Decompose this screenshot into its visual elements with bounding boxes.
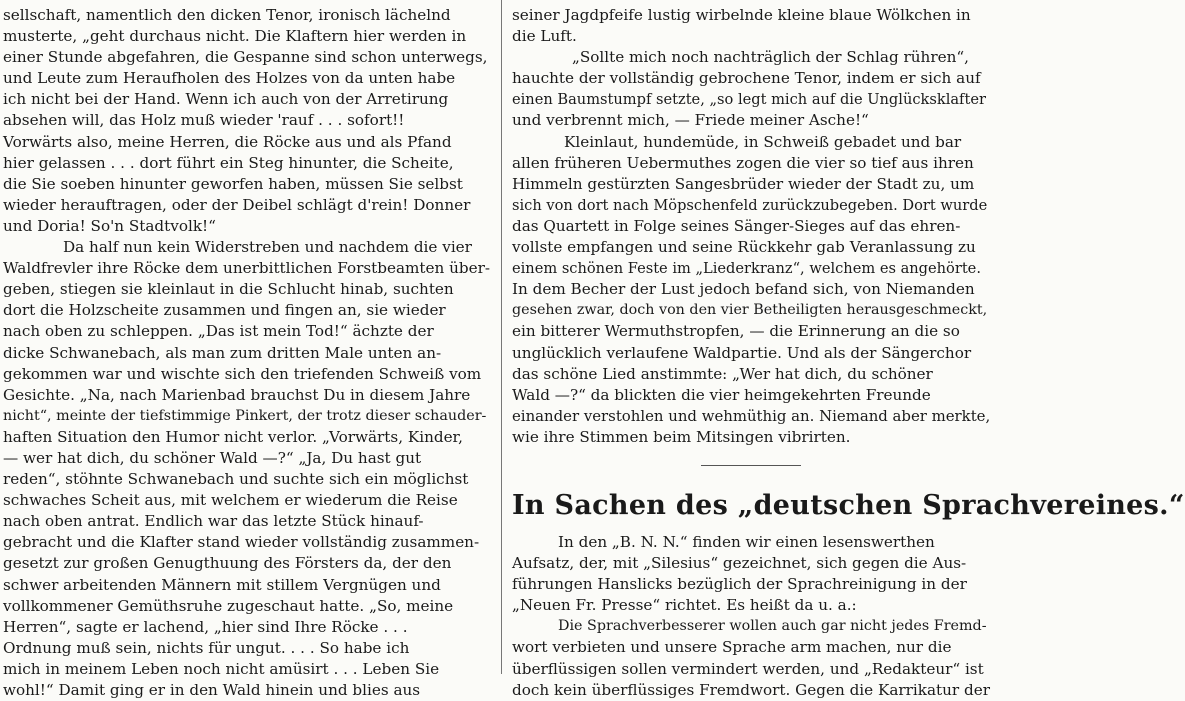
left-column-text-line: haften Situation den Humor nicht verlor. „Vorwärts, Kinder, [3, 427, 463, 446]
left-column-text-line: Ordnung muß sein, nichts für ungut. . . . So habe ich [3, 638, 410, 657]
article-body [512, 532, 990, 701]
article-text-line: In den „B. N. N.“ finden wir einen lesenswerthen [558, 532, 935, 551]
left-column-text-line: mich in meinem Leben noch nicht amüsirt . . . Leben Sie [3, 659, 440, 678]
story-text-line: ein bitterer Wermuthstropfen, — die Erinnerung an die so [512, 322, 960, 341]
left-column-text-line: Waldfrevler ihre Röcke dem unerbittlichen Forstbeamten über- [3, 259, 491, 278]
story-text-line: einander verstohlen und wehmüthig an. Niemand aber merkte, [512, 406, 991, 425]
story-text-line: Kleinlaut, hundemüde, in Schweiß gebadet und bar [564, 132, 962, 151]
story-text-line: seiner Jagdpfeife lustig wirbelnde kleine blaue Wölkchen in [512, 6, 971, 24]
article-text-line: führungen Hanslicks bezüglich der Sprachreinigung in der [512, 575, 967, 594]
left-column-text-line: Da half nun kein Widerstreben und nachdem die vier [63, 238, 472, 257]
left-column-text-line: einer Stunde abgefahren, die Gespanne sind schon unterwegs, [3, 48, 488, 67]
left-column-text-line: Gesichte. „Na, nach Marienbad brauchst Du in diesem Jahre [3, 385, 471, 404]
story-text-line: einen Baumstumpf setzte, „so legt mich auf die Unglücksklafter [512, 91, 986, 109]
left-column-text-line: musterte, „geht durchaus nicht. Die Klaftern hier werden in [3, 27, 467, 46]
left-column-text-line: die Sie soeben hinunter geworfen haben, müssen Sie selbst [3, 174, 463, 193]
story-text-line: „Sollte mich noch nachträglich der Schlag rühren“, [572, 48, 969, 67]
left-column-text-line: absehen will, das Holz muß wieder 'rauf . . . sofort!! [3, 111, 405, 130]
story-text-line: sich von dort nach Möpschenfeld zurückzubegeben. Dort wurde [512, 196, 988, 214]
left-column-text-line: reden“, stöhnte Schwanebach und suchte sich ein möglichst [3, 470, 469, 489]
left-column-text-line: gekommen war und wischte sich den triefenden Schweiß vom [3, 364, 482, 383]
left-column-text-line: vollkommener Gemüthsruhe zugeschaut hatte. „So, meine [3, 596, 454, 615]
story-text-line: wie ihre Stimmen beim Mitsingen vibrirten. [512, 427, 851, 446]
left-column-text-line: gesetzt zur großen Genugthuung des Försters da, der den [3, 554, 452, 573]
left-column-text-line: wohl!“ Damit ging er in den Wald hinein und blies aus [3, 681, 421, 699]
story-text-line: vollste empfangen und seine Rückkehr gab Veranlassung zu [512, 238, 976, 257]
article-text-line: überflüssigen sollen vermindert werden, und „Redakteur“ ist [512, 659, 984, 678]
left-column-text-line: hier gelassen . . . dort führt ein Steg hinunter, die Scheite, [3, 153, 454, 172]
story-text-line: und verbrennt mich, — Friede meiner Asche!“ [512, 111, 869, 130]
article-text-line: doch kein überflüssiges Fremdwort. Gegen die Karrikatur der [512, 680, 990, 699]
story-text-line: einem schönen Feste im „Liederkranz“, welchem es angehörte. [512, 260, 981, 278]
column-divider [501, 0, 502, 674]
article-text-line: wort verbieten und unsere Sprache arm machen, nur die [512, 638, 952, 657]
left-column-text-line: dicke Schwanebach, als man zum dritten Male unten an- [3, 343, 442, 362]
left-column-text-line: Vorwärts also, meine Herren, die Röcke aus und als Pfand [3, 132, 452, 151]
right-column [512, 5, 1185, 701]
article-text-line: Aufsatz, der, mit „Silesius“ gezeichnet, sich gegen die Aus- [512, 554, 967, 573]
story-text-line: das schöne Lied anstimmte: „Wer hat dich, du schöner [512, 364, 933, 383]
article-text-line: Die Sprachverbesserer wollen auch gar nicht jedes Fremd- [558, 618, 987, 635]
left-column-text-line: schwer arbeitenden Männern mit stillem Vergnügen und [3, 575, 441, 594]
article-heading: In Sachen des „deutschen Sprachvereines.“ [512, 489, 1185, 521]
left-column-text-line: nach oben antrat. Endlich war das letzte Stück hinauf- [3, 512, 424, 531]
left-column-text-line: wieder herauftragen, oder der Deibel schlägt d'rein! Donner [3, 195, 471, 214]
left-column-text-line: dort die Holzscheite zusammen und fingen an, sie wieder [3, 301, 446, 320]
story-text-line: gesehen zwar, doch von den vier Betheiligten herausgeschmeckt, [512, 302, 988, 319]
left-column-text-line: Herren“, sagte er lachend, „hier sind Ihre Röcke . . . [3, 617, 408, 636]
left-column-text-line: geben, stiegen sie kleinlaut in die Schlucht hinab, suchten [3, 280, 454, 299]
story-text-line: In dem Becher der Lust jedoch befand sich, von Niemanden [512, 280, 975, 299]
story-continuation [512, 5, 990, 448]
left-column-text-line: und Leute zum Heraufholen des Holzes von da unten habe [3, 69, 456, 88]
left-column-text-line: gebracht und die Klafter stand wieder vollständig zusammen- [3, 533, 480, 552]
article-text-line: „Neuen Fr. Presse“ richtet. Es heißt da u. a.: [512, 596, 857, 615]
left-column-text-line: schwaches Scheit aus, mit welchem er wiederum die Reise [3, 491, 458, 510]
story-text-line: unglücklich verlaufene Waldpartie. Und als der Sängerchor [512, 343, 972, 362]
section-separator-rule [701, 465, 801, 466]
story-text-line: allen früheren Uebermuthes zogen die vier so tief aus ihren [512, 153, 974, 172]
left-column-text-line: nach oben zu schleppen. „Das ist mein Tod!“ ächzte der [3, 322, 434, 341]
left-column-text-line: und Doria! So'n Stadtvolk!“ [3, 216, 216, 235]
left-column-text-line: nicht“, meinte der tiefstimmige Pinkert, der trotz dieser schauder- [3, 407, 487, 424]
left-column-text-line: ich nicht bei der Hand. Wenn ich auch von der Arretirung [3, 90, 449, 109]
story-text-line: Wald —?“ da blickten die vier heimgekehrten Freunde [512, 385, 931, 404]
story-text-line: hauchte der vollständig gebrochene Tenor, indem er sich auf [512, 69, 981, 88]
left-column [3, 5, 491, 701]
story-text-line: die Luft. [512, 27, 577, 46]
story-text-line: Himmeln gestürzten Sangesbrüder wieder der Stadt zu, um [512, 174, 975, 193]
left-column-text-line: sellschaft, namentlich den dicken Tenor, ironisch lächelnd [3, 6, 451, 24]
left-column-text-line: — wer hat dich, du schöner Wald —?“ „Ja, Du hast gut [3, 448, 422, 467]
story-text-line: das Quartett in Folge seines Sänger-Sieges auf das ehren- [512, 216, 961, 235]
